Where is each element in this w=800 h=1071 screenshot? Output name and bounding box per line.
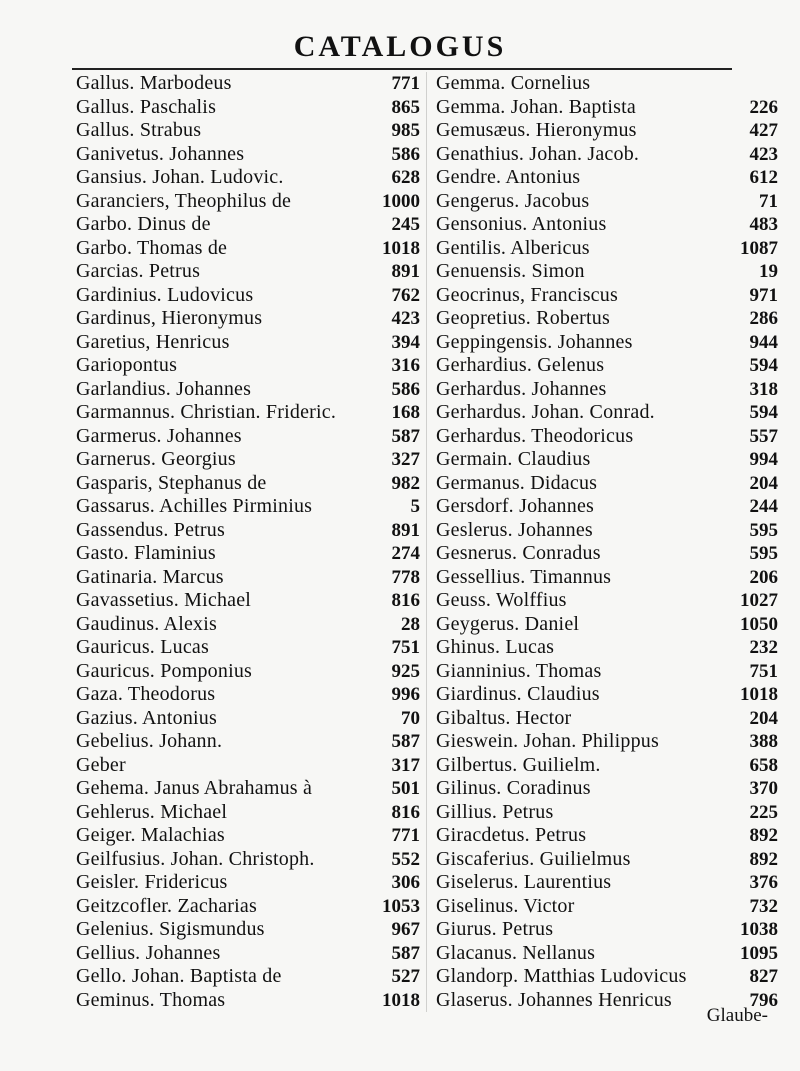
- entry-page-number: 796: [749, 989, 778, 1011]
- index-entry: [72, 96, 420, 120]
- entry-name: Gehema. Janus Abrahamus à: [76, 777, 313, 799]
- entry-name: Gemma. Johan. Baptista: [436, 95, 636, 118]
- entry-page-number: 732: [749, 895, 778, 917]
- index-entry: [432, 871, 778, 895]
- entry-page-number: 658: [749, 754, 778, 776]
- index-entry: [72, 143, 420, 167]
- entry-name: Gazius. Antonius: [76, 706, 217, 729]
- entry-page-number: 286: [749, 308, 778, 329]
- index-entry: [432, 847, 778, 872]
- entry-page-number: 892: [749, 848, 778, 870]
- index-entry: [432, 777, 778, 801]
- index-entry: [432, 330, 778, 355]
- entry-page-number: 1095: [740, 942, 778, 964]
- entry-page-number: 982: [391, 472, 420, 494]
- entry-name: Geslerus. Johannes: [436, 518, 593, 541]
- index-entry: [432, 424, 778, 449]
- entry-name: Gaudinus. Alexis: [76, 612, 217, 635]
- entry-name: Giardinus. Claudius: [436, 683, 600, 705]
- entry-name: Gavassetius. Michael: [76, 589, 252, 611]
- index-entry: [432, 612, 778, 637]
- entry-name: Geygerus. Daniel: [436, 612, 580, 635]
- index-entry: [72, 801, 420, 825]
- entry-name: Gansius. Johan. Ludovic.: [76, 166, 284, 188]
- entry-name: Gerhardus. Johannes: [436, 377, 607, 400]
- entry-page-number: 827: [749, 966, 778, 987]
- index-entry: [432, 542, 778, 566]
- entry-name: Glandorp. Matthias Ludovicus: [436, 965, 687, 987]
- index-entry: [432, 72, 772, 96]
- index-entry: [72, 472, 420, 496]
- index-entry: [72, 72, 420, 96]
- entry-page-number: 586: [391, 143, 420, 165]
- entry-name: Gessellius. Timannus: [436, 565, 612, 588]
- entry-name: Gerhardus. Theodoricus: [436, 424, 634, 447]
- entry-page-number: 891: [391, 261, 420, 282]
- entry-page-number: 557: [749, 425, 778, 447]
- entry-name: Gerhardius. Gelenus: [436, 354, 605, 376]
- entry-name: Gesnerus. Conradus: [436, 542, 601, 564]
- entry-name: Garbo. Thomas de: [76, 236, 228, 259]
- entry-name: Gilbertus. Guilielm.: [436, 753, 601, 776]
- entry-name: Gassarus. Achilles Pirminius: [76, 495, 313, 517]
- index-entry: [72, 260, 420, 284]
- entry-name: Gellius. Johannes: [76, 941, 221, 964]
- index-entry: [432, 659, 778, 684]
- entry-name: Giurus. Petrus: [436, 918, 554, 940]
- entry-page-number: 1087: [740, 237, 778, 259]
- index-entry: [72, 448, 420, 472]
- index-entry: [72, 895, 420, 919]
- index-entry: [72, 989, 420, 1013]
- entry-page-number: 587: [391, 942, 420, 964]
- index-entry: [432, 95, 778, 120]
- index-entry: [72, 284, 420, 308]
- entry-page-number: 612: [749, 167, 778, 188]
- entry-name: Garmannus. Christian. Frideric.: [76, 401, 337, 423]
- index-entry: [432, 965, 778, 989]
- entry-name: Geopretius. Robertus: [436, 307, 610, 329]
- index-entry: [72, 965, 420, 989]
- entry-name: Garetius, Henricus: [76, 330, 230, 353]
- entry-page-number: 996: [391, 684, 420, 705]
- index-entry: [72, 237, 420, 261]
- index-entry: [72, 871, 420, 895]
- entry-page-number: 771: [391, 825, 420, 846]
- entry-name: Gebelius. Johann.: [76, 730, 223, 752]
- index-entry: [432, 166, 778, 190]
- left-column: [72, 72, 420, 1012]
- index-entry: [432, 589, 778, 613]
- index-entry: [72, 848, 420, 872]
- entry-name: Garnerus. Georgius: [76, 448, 236, 470]
- index-entry: [432, 213, 778, 237]
- entry-page-number: 226: [749, 96, 778, 118]
- entry-page-number: 1038: [740, 919, 778, 940]
- index-entry: [72, 683, 420, 707]
- entry-page-number: 1000: [382, 190, 420, 212]
- entry-page-number: 1027: [740, 590, 778, 611]
- entry-name: Gassendus. Petrus: [76, 518, 225, 541]
- index-entry: [432, 518, 778, 543]
- index-entry: [72, 589, 420, 613]
- entry-name: Gengerus. Jacobus: [436, 189, 590, 212]
- index-entry: [432, 236, 778, 261]
- entry-name: Genathius. Johan. Jacob.: [436, 142, 640, 165]
- entry-page-number: 206: [749, 566, 778, 588]
- entry-name: Garcias. Petrus: [76, 260, 201, 282]
- index-entry: [72, 613, 420, 637]
- entry-name: Gelenius. Sigismundus: [76, 918, 265, 940]
- entry-page-number: 204: [749, 472, 778, 494]
- entry-page-number: 274: [391, 543, 420, 564]
- entry-name: Gilinus. Coradinus: [436, 777, 591, 799]
- index-entry: [432, 753, 778, 778]
- index-entry: [72, 707, 420, 731]
- entry-name: Gatinaria. Marcus: [76, 565, 224, 588]
- entry-name: Gallus. Strabus: [76, 119, 202, 141]
- entry-page-number: 971: [749, 284, 778, 306]
- index-entry: [72, 942, 420, 966]
- index-entry: [432, 307, 778, 331]
- entry-page-number: 28: [401, 613, 420, 635]
- index-entry: [72, 519, 420, 543]
- entry-name: Gemma. Cornelius: [436, 72, 591, 94]
- entry-page-number: 318: [749, 378, 778, 400]
- index-entry: [72, 190, 420, 214]
- entry-name: Geocrinus, Franciscus: [436, 283, 618, 306]
- index-entry: [432, 448, 778, 472]
- entry-page-number: 244: [749, 496, 778, 517]
- entry-page-number: 327: [391, 449, 420, 470]
- entry-page-number: 1018: [382, 989, 420, 1011]
- entry-page-number: 925: [391, 660, 420, 682]
- entry-page-number: 70: [401, 707, 420, 729]
- entry-name: Gardinus, Hieronymus: [76, 307, 263, 329]
- entry-name: Gasto. Flaminius: [76, 542, 216, 564]
- entry-page-number: 427: [749, 120, 778, 141]
- index-entry: [72, 730, 420, 754]
- entry-page-number: 816: [391, 590, 420, 611]
- entry-page-number: 595: [749, 519, 778, 541]
- entry-page-number: 501: [391, 778, 420, 799]
- entry-page-number: 816: [391, 801, 420, 823]
- index-entry: [72, 425, 420, 449]
- entry-name: Giracdetus. Petrus: [436, 824, 587, 846]
- entry-name: Giscaferius. Guilielmus: [436, 847, 631, 870]
- entry-page-number: 168: [391, 402, 420, 423]
- entry-page-number: 985: [391, 120, 420, 141]
- entry-name: Gauricus. Pomponius: [76, 659, 253, 682]
- entry-page-number: 751: [749, 660, 778, 682]
- index-entry: [432, 824, 778, 848]
- entry-page-number: 1053: [382, 895, 420, 917]
- catchword: Glaube-: [706, 1005, 768, 1026]
- entry-page-number: 317: [391, 754, 420, 776]
- entry-name: Genuensis. Simon: [436, 260, 585, 282]
- entry-page-number: 423: [391, 308, 420, 329]
- entry-name: Garmerus. Johannes: [76, 424, 242, 447]
- entry-page-number: 587: [391, 425, 420, 447]
- entry-page-number: 394: [391, 331, 420, 353]
- entry-name: Geber: [76, 753, 126, 776]
- entry-name: Garbo. Dinus de: [76, 213, 211, 235]
- index-entry: [432, 918, 778, 942]
- index-entry: [72, 119, 420, 143]
- index-entry: [72, 918, 420, 942]
- entry-page-number: 552: [391, 848, 420, 870]
- entry-name: Gello. Johan. Baptista de: [76, 965, 282, 987]
- page-header: CATALOGUS: [293, 30, 507, 63]
- entry-page-number: 1050: [740, 613, 778, 635]
- index-entry: [72, 566, 420, 590]
- entry-name: Garanciers, Theophilus de: [76, 189, 292, 212]
- entry-name: Ganivetus. Johannes: [76, 142, 245, 165]
- entry-page-number: 771: [391, 73, 420, 94]
- index-entry: [72, 378, 420, 402]
- index-entry: [72, 824, 420, 848]
- entry-page-number: 376: [749, 872, 778, 893]
- entry-page-number: 423: [749, 143, 778, 165]
- entry-name: Germanus. Didacus: [436, 471, 598, 494]
- entry-name: Gauricus. Lucas: [76, 636, 209, 658]
- entry-name: Glacanus. Nellanus: [436, 941, 596, 964]
- entry-name: Ghinus. Lucas: [436, 636, 555, 658]
- entry-name: Gerhardus. Johan. Conrad.: [436, 401, 655, 423]
- index-entry: [432, 565, 778, 590]
- entry-name: Germain. Claudius: [436, 448, 591, 470]
- entry-page-number: 628: [391, 167, 420, 188]
- entry-page-number: 19: [759, 261, 778, 282]
- entry-page-number: 751: [391, 637, 420, 658]
- entry-name: Gieswein. Johan. Philippus: [436, 730, 659, 752]
- entry-page-number: 586: [391, 378, 420, 400]
- index-entry: [432, 260, 778, 284]
- entry-name: Geilfusius. Johan. Christoph.: [76, 847, 315, 870]
- entry-name: Gensonius. Antonius: [436, 213, 607, 235]
- index-entry: [432, 119, 778, 143]
- index-entry: [432, 354, 778, 378]
- entry-page-number: 595: [749, 543, 778, 564]
- index-entry: [72, 495, 420, 519]
- index-entry: [432, 730, 778, 754]
- entry-name: Geisler. Fridericus: [76, 871, 228, 893]
- index-entry: [432, 471, 778, 496]
- index-entry: [432, 800, 778, 825]
- index-entry: [72, 331, 420, 355]
- entry-page-number: 967: [391, 919, 420, 940]
- entry-page-number: 527: [391, 966, 420, 987]
- entry-page-number: 225: [749, 801, 778, 823]
- entry-name: Gardinius. Ludovicus: [76, 283, 254, 306]
- entry-name: Gasparis, Stephanus de: [76, 471, 267, 494]
- entry-page-number: 388: [749, 731, 778, 752]
- entry-page-number: 483: [749, 214, 778, 235]
- entry-page-number: 5: [410, 496, 420, 517]
- entry-name: Giselinus. Victor: [436, 894, 575, 917]
- entry-page-number: 1018: [740, 684, 778, 705]
- index-entry: [432, 683, 778, 707]
- index-entry: [72, 660, 420, 684]
- entry-name: Garlandius. Johannes: [76, 377, 252, 400]
- entry-page-number: 762: [391, 284, 420, 306]
- index-entry: [432, 495, 778, 519]
- entry-name: Gariopontus: [76, 354, 178, 376]
- index-entry: [432, 377, 778, 402]
- header-rule: [72, 68, 732, 70]
- index-entry: [72, 542, 420, 566]
- entry-page-number: 778: [391, 566, 420, 588]
- entry-name: Glaserus. Johannes Henricus: [436, 988, 672, 1011]
- entry-page-number: 865: [391, 96, 420, 118]
- index-entry: [432, 142, 778, 167]
- entry-page-number: 245: [391, 214, 420, 235]
- entry-name: Geiger. Malachias: [76, 824, 225, 846]
- index-entry: [432, 706, 778, 731]
- entry-page-number: 71: [759, 190, 778, 212]
- entry-name: Gaza. Theodorus: [76, 683, 216, 705]
- entry-name: Gersdorf. Johannes: [436, 495, 595, 517]
- entry-page-number: 1018: [382, 237, 420, 259]
- index-entry: [72, 401, 420, 425]
- entry-name: Gemusæus. Hieronymus: [436, 119, 637, 141]
- entry-name: Gillius. Petrus: [436, 800, 554, 823]
- index-entry: [432, 941, 778, 966]
- index-entry: [72, 307, 420, 331]
- entry-name: Geuss. Wolffius: [436, 589, 567, 611]
- entry-page-number: 594: [749, 402, 778, 423]
- index-entry: [432, 283, 778, 308]
- index-entry: [432, 636, 778, 660]
- entry-page-number: 204: [749, 707, 778, 729]
- entry-name: Gendre. Antonius: [436, 166, 581, 188]
- index-entry: [72, 754, 420, 778]
- index-entry: [432, 189, 778, 214]
- index-entry: [72, 636, 420, 660]
- right-column: [432, 72, 778, 1012]
- index-entry: [72, 213, 420, 237]
- entry-page-number: 944: [749, 331, 778, 353]
- entry-name: Gallus. Marbodeus: [76, 72, 232, 94]
- entry-page-number: 892: [749, 825, 778, 846]
- entry-page-number: 306: [391, 872, 420, 893]
- entry-page-number: 587: [391, 731, 420, 752]
- entry-page-number: 994: [749, 449, 778, 470]
- entry-page-number: 891: [391, 519, 420, 541]
- entry-name: Gianninius. Thomas: [436, 659, 602, 682]
- entry-name: Gentilis. Albericus: [436, 236, 590, 259]
- entry-name: Gehlerus. Michael: [76, 800, 228, 823]
- entry-name: Geitzcofler. Zacharias: [76, 894, 257, 917]
- entry-page-number: 316: [391, 355, 420, 376]
- index-entry: [72, 166, 420, 190]
- index-entry: [432, 401, 778, 425]
- entry-page-number: 370: [749, 778, 778, 799]
- entry-name: Geppingensis. Johannes: [436, 330, 633, 353]
- index-entry: [72, 777, 420, 801]
- entry-name: Gallus. Paschalis: [76, 95, 217, 118]
- entry-name: Gibaltus. Hector: [436, 706, 572, 729]
- index-entry: [432, 894, 778, 919]
- entry-name: Geminus. Thomas: [76, 988, 226, 1011]
- column-divider: [426, 72, 427, 1012]
- entry-page-number: 232: [749, 637, 778, 658]
- entry-page-number: 594: [749, 355, 778, 376]
- index-entry: [72, 354, 420, 378]
- entry-name: Giselerus. Laurentius: [436, 871, 612, 893]
